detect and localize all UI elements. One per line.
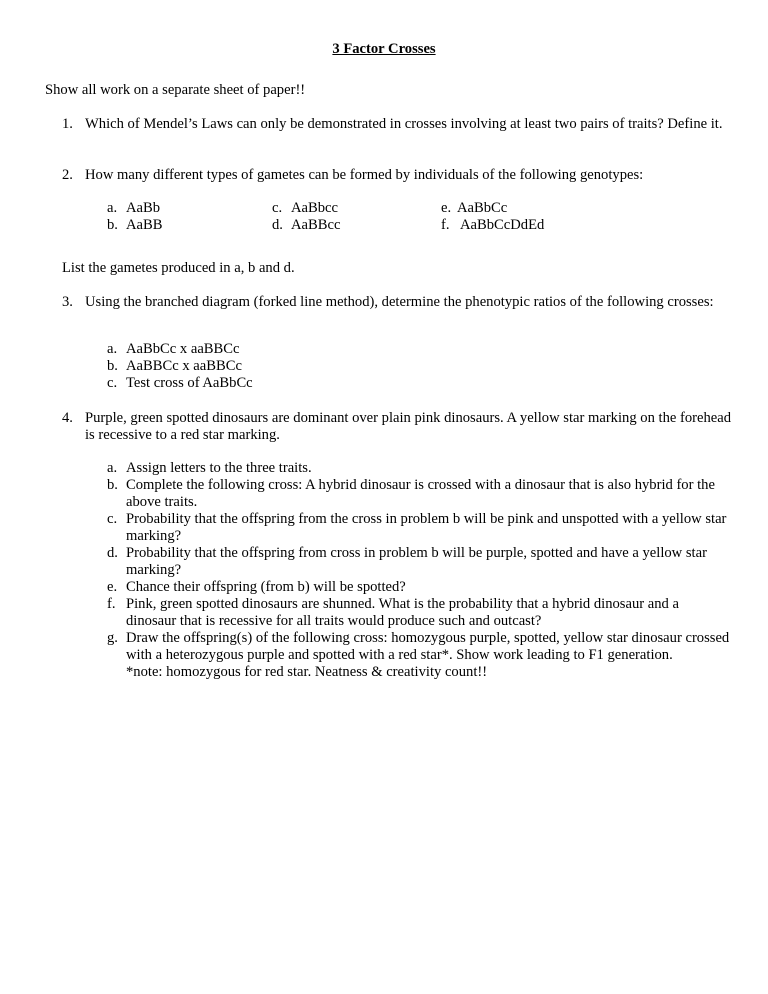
question-text: Which of Mendel’s Laws can only be demonstrated in crosses involving at least two pairs of traits? Define it. <box>85 116 723 132</box>
list-item: b. Complete the following cross: A hybrid dinosaur is crossed with a dinosaur that is also hybrid for the above traits. <box>107 477 715 510</box>
list-item: a. AaBbCc x aaBBCc <box>107 341 240 357</box>
genotype-column-2 <box>272 200 340 234</box>
question-number: 1. <box>62 116 73 132</box>
list-item: b. AaBBCc x aaBBCc <box>107 358 242 374</box>
document-title: 3 Factor Crosses <box>332 41 436 57</box>
question-number: 2. <box>62 167 73 183</box>
genotype-item: d. AaBBcc <box>272 217 341 233</box>
question-text: How many different types of gametes can be formed by individuals of the following genotypes: <box>85 167 644 183</box>
question-3 <box>62 294 732 311</box>
list-item: c. Test cross of AaBbCc <box>107 375 253 391</box>
question-3-items <box>107 341 732 392</box>
question-2-followup: List the gametes produced in a, b and d. <box>62 260 295 276</box>
question-number: 3. <box>62 294 73 310</box>
genotype-list <box>107 200 707 240</box>
list-item: f. Pink, green spotted dinosaurs are shunned. What is the probability that a hybrid dinosaur and a dinosaur that is recessive for all traits would produce such and outcast? <box>107 596 679 629</box>
question-text: Using the branched diagram (forked line method), determine the phenotypic ratios of the following crosses: <box>85 294 714 310</box>
question-text: Purple, green spotted dinosaurs are dominant over plain pink dinosaurs. A yellow star marking on the forehead is recessive to a red star marking. <box>85 410 732 443</box>
genotype-column-3 <box>441 200 544 234</box>
note: *note: homozygous for red star. Neatness & creativity count!! <box>126 664 488 680</box>
genotype-item: f. AaBbCcDdEd <box>441 217 545 233</box>
question-4-items <box>107 460 732 681</box>
list-item: d. Probability that the offspring from cross in problem b will be purple, spotted and have a yellow star marking? <box>107 545 707 578</box>
genotype-item: e. AaBbCc <box>441 200 508 216</box>
question-number: 4. <box>62 410 73 426</box>
list-item: c. Probability that the offspring from the cross in problem b will be pink and unspotted with a yellow star marking? <box>107 511 727 544</box>
list-item: e. Chance their offspring (from b) will be spotted? <box>107 579 406 595</box>
genotype-item: a. AaBb <box>107 200 161 216</box>
genotype-item: b. AaBB <box>107 217 163 233</box>
list-item: g. Draw the offspring(s) of the following cross: homozygous purple, spotted, yellow star dinosaur crossed with a heterozygous purple and spotted with a red star*. Show work leading to F1 generation. <box>107 630 730 663</box>
genotype-item: c. AaBbcc <box>272 200 339 216</box>
instructions: Show all work on a separate sheet of paper!! <box>45 82 306 98</box>
list-item: a. Assign letters to the three traits. <box>107 460 312 476</box>
question-1 <box>62 116 732 133</box>
genotype-column-1 <box>107 200 162 234</box>
question-4 <box>62 410 732 444</box>
question-2 <box>62 167 732 184</box>
